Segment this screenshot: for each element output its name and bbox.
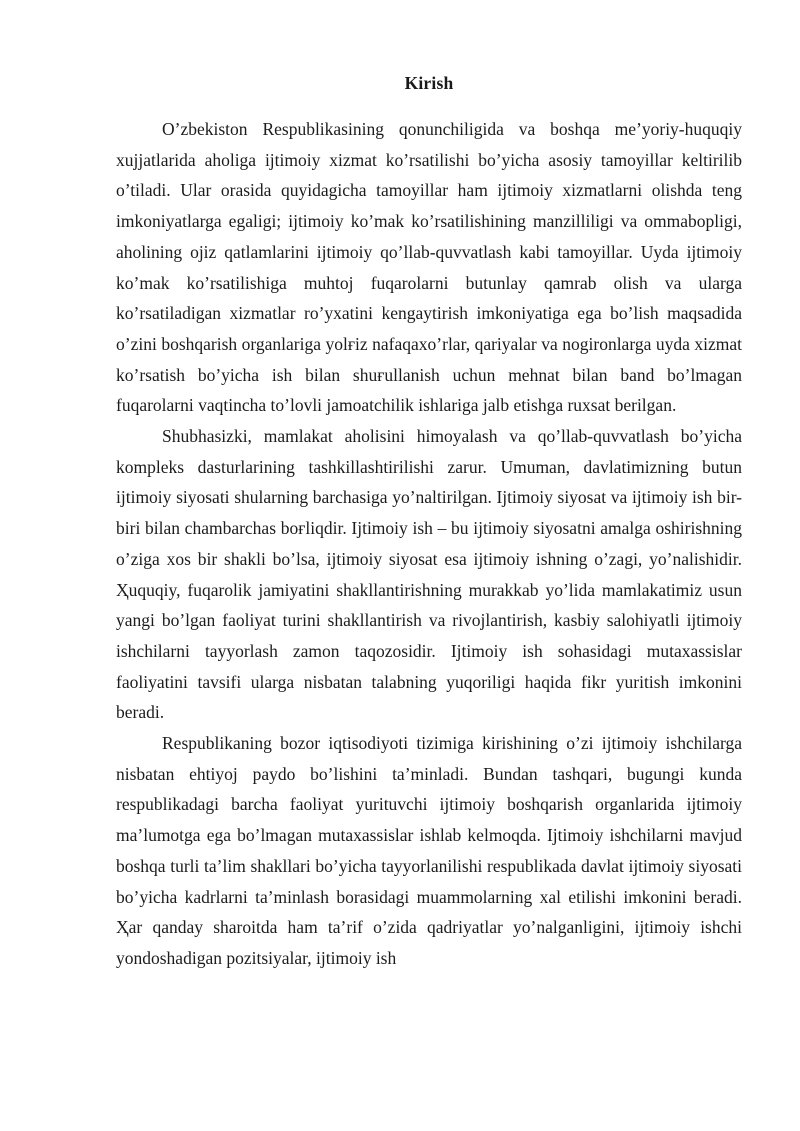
- paragraph-2: Shubhasizki, mamlakat aholisini himoyalash va qo’llab-quvvatlash bo’yicha kompleks dasturlarining tashkillashtirilishi zarur. Umuman, davlatimizning butun ijtimoiy siyosati shularning barchasiga yo’naltirilgan. Ijtimoiy siyosat va ijtimoiy ish bir-biri bilan chambarchas boғliqdir. Ijtimoiy ish – bu ijtimoiy siyosatni amalga oshirishning o’ziga xos bir shakli bo’lsa, ijtimoiy siyosat esa ijtimoiy ishning o’zagi, yo’nalishidir. Ҳuquqiy, fuqarolik jamiyatini shakllantirishning murakkab yo’lida mamlakatimiz usun yangi bo’lgan faoliyat turini shakllantirish va rivojlantirish, kasbiy salohiyatli ijtimoiy ishchilarni tayyorlash zamon taqozosidir. Ijtimoiy ish sohasidagi mutaxassislar faoliyatini tavsifi ularga nisbatan talabning yuqoriligi haqida fikr yuritish imkonini beradi.: [116, 426, 742, 723]
- body-text: [116, 114, 742, 974]
- paragraph-1: O’zbekiston Respublikasining qonunchiligida va boshqa me’yoriy-huquqiy xujjatlarida aholiga ijtimoiy xizmat ko’rsatilishi bo’yicha asosiy tamoyillar keltirilib o’tiladi. Ular orasida quyidagicha tamoyillar ham ijtimoiy xizmatlarni olishda teng imkoniyatlarga egaligi; ijtimoiy ko’mak ko’rsatilishining manzilliligi va ommabopligi, aholining ojiz qatlamlarini ijtimoiy qo’llab-quvvatlash kabi tamoyillar. Uyda ijtimoiy ko’mak ko’rsatilishiga muhtoj fuqarolarni butunlay qamrab olish va ularga ko’rsatiladigan xizmatlar ro’yxatini kengaytirish imkoniyatiga ega bo’lish maqsadida o’zini boshqarish organlariga yolғiz nafaqaxo’rlar, qariyalar va nogironlarga uyda xizmat ko’rsatish bo’yicha ish bilan shuғullanish uchun mehnat bilan band bo’lmagan fuqarolarni vaqtincha to’lovli jamoatchilik ishlariga jalb etishga ruxsat berilgan.: [116, 119, 742, 416]
- section-title: Kirish: [404, 73, 454, 93]
- paragraph-3: Respublikaning bozor iqtisodiyoti tizimiga kirishining o’zi ijtimoiy ishchilarga nisbatan ehtiyoj paydo bo’lishini ta’minladi. Bundan tashqari, bugungi kunda respublikadagi barcha faoliyat yurituvchi ijtimoiy boshqarish organlarida ijtimoiy ma’lumotga ega bo’lmagan mutaxassislar ishlab kelmoqda. Ijtimoiy ishchilarni mavjud boshqa turli ta’lim shakllari bo’yicha tayyorlanilishi respublikada davlat ijtimoiy siyosati bo’yicha kadrlarni ta’minlash borasidagi muammolarning xal etilishi imkonini beradi. Ҳar qanday sharoitda ham ta’rif o’zida qadriyatlar yo’nalganligini, ijtimoiy ishchi yondoshadigan pozitsiyalar, ijtimoiy ish: [116, 733, 742, 968]
